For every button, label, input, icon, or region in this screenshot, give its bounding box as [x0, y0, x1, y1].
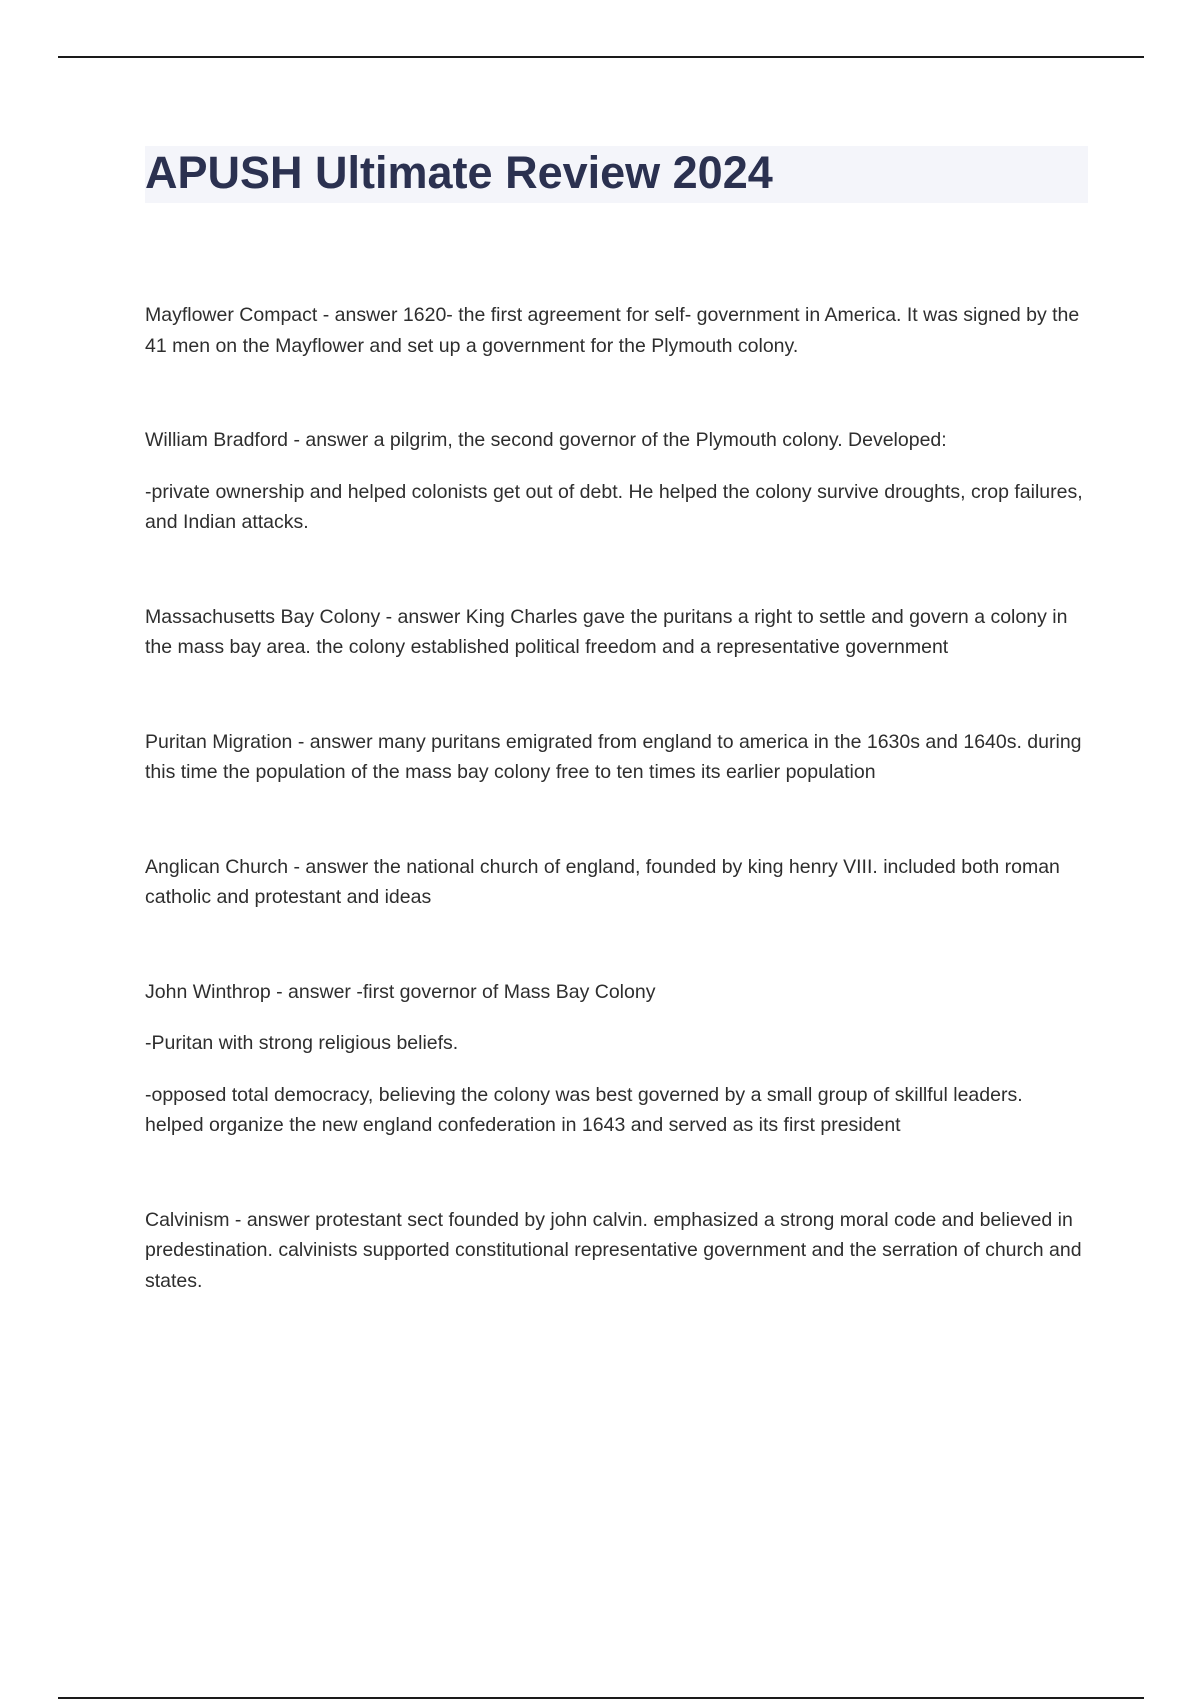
entry-paragraph: -Puritan with strong religious beliefs. [145, 1032, 459, 1054]
entry-massachusetts-bay-colony [145, 602, 1085, 663]
entry-paragraph: -private ownership and helped colonists get out of debt. He helped the colony survive droughts, crop failures, and Indian attacks. [145, 480, 1083, 533]
entry-mayflower-compact [145, 300, 1085, 361]
entry-john-winthrop [145, 977, 1085, 1141]
entry-paragraph: Puritan Migration - answer many puritans emigrated from england to america in the 1630s and 1640s. during this time the population of the mass bay colony free to ten times its earlier population [145, 730, 1082, 783]
entry-paragraph: John Winthrop - answer -first governor of Mass Bay Colony [145, 980, 656, 1003]
entry-puritan-migration [145, 727, 1085, 788]
entry-paragraph: Mayflower Compact - answer 1620- the first agreement for self- government in America. It was signed by the 41 men on the Mayflower and set up a government for the Plymouth colony. [145, 304, 1080, 357]
entry-calvinism [145, 1205, 1085, 1297]
entry-paragraph: Massachusetts Bay Colony - answer King Charles gave the puritans a right to settle and govern a colony in the mass bay area. the colony established political freedom and a representative government [145, 605, 1068, 658]
entry-paragraph: William Bradford - answer a pilgrim, the second governor of the Plymouth colony. Developed: [145, 429, 947, 451]
entry-william-bradford [145, 425, 1085, 538]
document-title: APUSH Ultimate Review 2024 [145, 147, 773, 198]
header-rule [58, 56, 1144, 58]
entry-paragraph: Anglican Church - answer the national church of england, founded by king henry VIII. included both roman catholic and protestant and ideas [145, 855, 1060, 908]
entries-list [145, 300, 1085, 1360]
entry-anglican-church [145, 852, 1085, 913]
entry-paragraph: Calvinism - answer protestant sect founded by john calvin. emphasized a strong moral code and believed in predestination. calvinists supported constitutional representative government and the serration of church and states. [145, 1208, 1082, 1292]
entry-paragraph: -opposed total democracy, believing the colony was best governed by a small group of skillful leaders. helped organize the new england confederation in 1643 and served as its first president [145, 1083, 1023, 1136]
footer-rule [58, 1697, 1144, 1699]
